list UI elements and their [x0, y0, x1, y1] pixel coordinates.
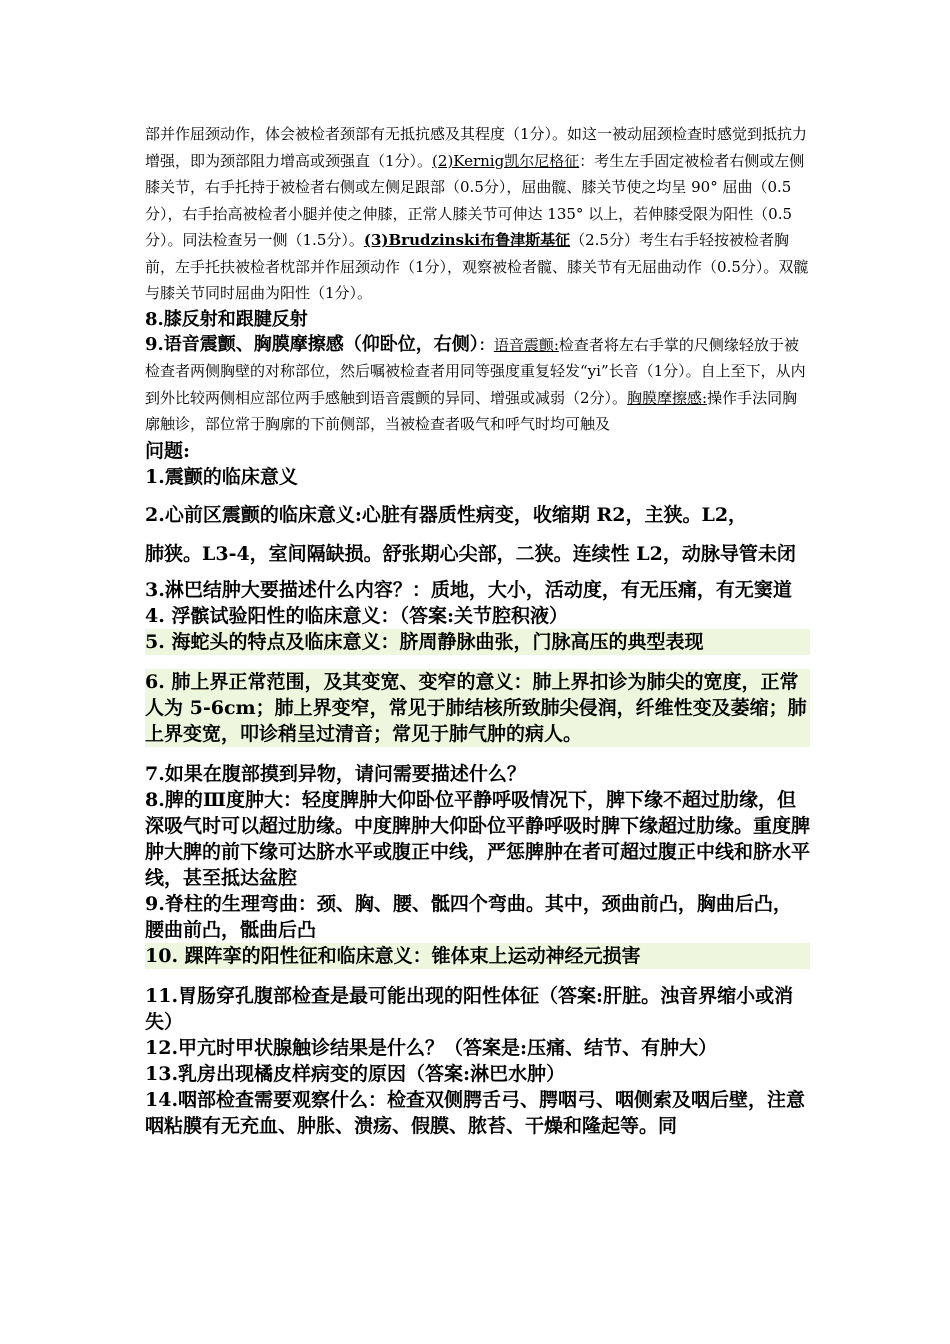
- brudzinski-sign-text: （2.5分）考生右手轻按被检者胸前，左手托扶被检者枕部并作屈颈动作（1分），观察被检者髋、膝关节有无屈曲动作（0.5分）。双髋与膝关节同时屈曲为阳性（1分）。: [145, 231, 809, 302]
- question-14: 14.咽部检查需要观察什么：检查双侧腭舌弓、腭咽弓、咽侧索及咽后壁，注意咽粘膜有无充血、肿胀、溃疡、假膜、脓苔、干燥和隆起等。同: [145, 1088, 806, 1137]
- question-6: 6. 肺上界正常范围，及其变宽、变窄的意义：肺上界扣诊为肺尖的宽度，正常人为 5-6cm；肺上界变窄，常见于肺结核所致肺尖侵润，纤维性变及萎缩；肺上界变宽，叩诊稍呈过清音；常见于肺气肿的病人。: [145, 669, 810, 747]
- questions-heading: 问题:: [145, 439, 191, 462]
- meningeal-signs-paragraph: [145, 121, 810, 307]
- vocal-fremitus-text: 检查者将左右手掌的尺侧缘轻放于被检查者两侧胸壁的对称部位，然后嘱被检查者用同等强度重复轻发“yi”长音（1分）。自上至下，从内到外比较两侧相应部位两手感触到语音震颤的异同、增强或减弱（2分）。: [145, 335, 806, 407]
- kernig-sign-text: ：考生左手固定被检者右侧或左侧膝关节，右手托持于被检者右侧或左侧足跟部（0.5分），屈曲髋、膝关节使之均呈 90° 屈曲（0.5分），右手抬高被检者小腿并使之伸膝，正常人膝关节可伸达 135° 以上，若伸膝受限为阳性（0.5分）。同法检查另一侧（1.5分）。: [145, 151, 805, 249]
- pleural-friction-label: 胸膜摩擦感:: [627, 388, 708, 407]
- item-8-heading: 8.膝反射和跟腱反射: [145, 308, 308, 330]
- question-10: 10. 踝阵挛的阳性征和临床意义：锥体束上运动神经元损害: [145, 943, 810, 969]
- neck-stiffness-text: 部并作屈颈动作，体会被检者颈部有无抵抗感及其程度（1分）。如这一被动屈颈检查时感觉到抵抗力增强，即为颈部阻力增高或颈强直（1分）。: [145, 125, 808, 170]
- vocal-fremitus-label: 语音震颤:: [493, 335, 559, 354]
- item-9-paragraph: 9.语音震颤、胸膜摩擦感（仰卧位，右侧）：语音震颤:检查者将左右手掌的尺侧缘轻放于被检查者两侧胸壁的对称部位，然后嘱被检查者用同等强度重复轻发“yi”长音（1分）。自上至下，从内到外比较两侧相应部位两手感触到语音震颤的异同、增强或减弱（2分）。胸膜摩擦感:操作手法同胸廓触诊，部位常于胸廓的下前侧部，当被检查者吸气和呼气时均可触及: [145, 333, 806, 433]
- question-2: 2.心前区震颤的临床意义:心脏有器质性病变，收缩期 R2，主狭。L2，: [145, 503, 748, 526]
- question-12: 12.甲亢时甲状腺触诊结果是什么？（答案是:压痛、结节、有肿大）: [145, 1036, 718, 1059]
- question-11: 11.胃肠穿孔腹部检查是最可能出现的阳性体征（答案:肝脏。浊音界缩小或消失）: [145, 984, 794, 1033]
- question-13: 13.乳房出现橘皮样病变的原因（答案:淋巴水肿）: [145, 1062, 566, 1085]
- question-4: 4. 浮髌试验阳性的临床意义：（答案:关节腔积液）: [145, 604, 568, 627]
- question-8: 8.脾的Ⅲ度肿大：轻度脾肿大仰卧位平静呼吸情况下，脾下缘不超过肋缘，但深吸气时可以超过肋缘。中度脾肿大仰卧位平静呼吸时脾下缘超过肋缘。重度脾肿大脾的前下缘可达脐水平或腹正中线，严惩脾肿在者可超过腹正中线和脐水平线，甚至抵达盆腔: [145, 788, 811, 889]
- item-9-heading: 9.语音震颤、胸膜摩擦感（仰卧位，右侧）: [145, 333, 479, 355]
- question-1: 1.震颤的临床意义: [145, 465, 298, 488]
- brudzinski-sign-heading: (3)Brudzinski布鲁津斯基征: [363, 231, 571, 249]
- question-3: 3.淋巴结肿大要描述什么内容？：质地，大小，活动度，有无压痛，有无窦道: [145, 578, 792, 601]
- document-body: [145, 121, 810, 1139]
- question-9: 9.脊柱的生理弯曲：颈、胸、腰、骶四个弯曲。其中，颈曲前凸，胸曲后凸，腰曲前凸，骶曲后凸: [145, 892, 792, 941]
- pleural-friction-text: 操作手法同胸廓触诊，部位常于胸廓的下前侧部，当被检查者吸气和呼气时均可触及: [145, 388, 798, 433]
- kernig-sign-heading: (2)Kernig凯尔尼格征: [432, 151, 580, 170]
- question-2-continued: 肺狭。L3-4，室间隔缺损。舒张期心尖部，二狭。连续性 L2，动脉导管未闭: [145, 542, 796, 565]
- question-7: 7.如果在腹部摸到异物，请问需要描述什么？: [145, 762, 526, 785]
- question-5: 5. 海蛇头的特点及临床意义：脐周静脉曲张，门脉高压的典型表现: [145, 629, 810, 655]
